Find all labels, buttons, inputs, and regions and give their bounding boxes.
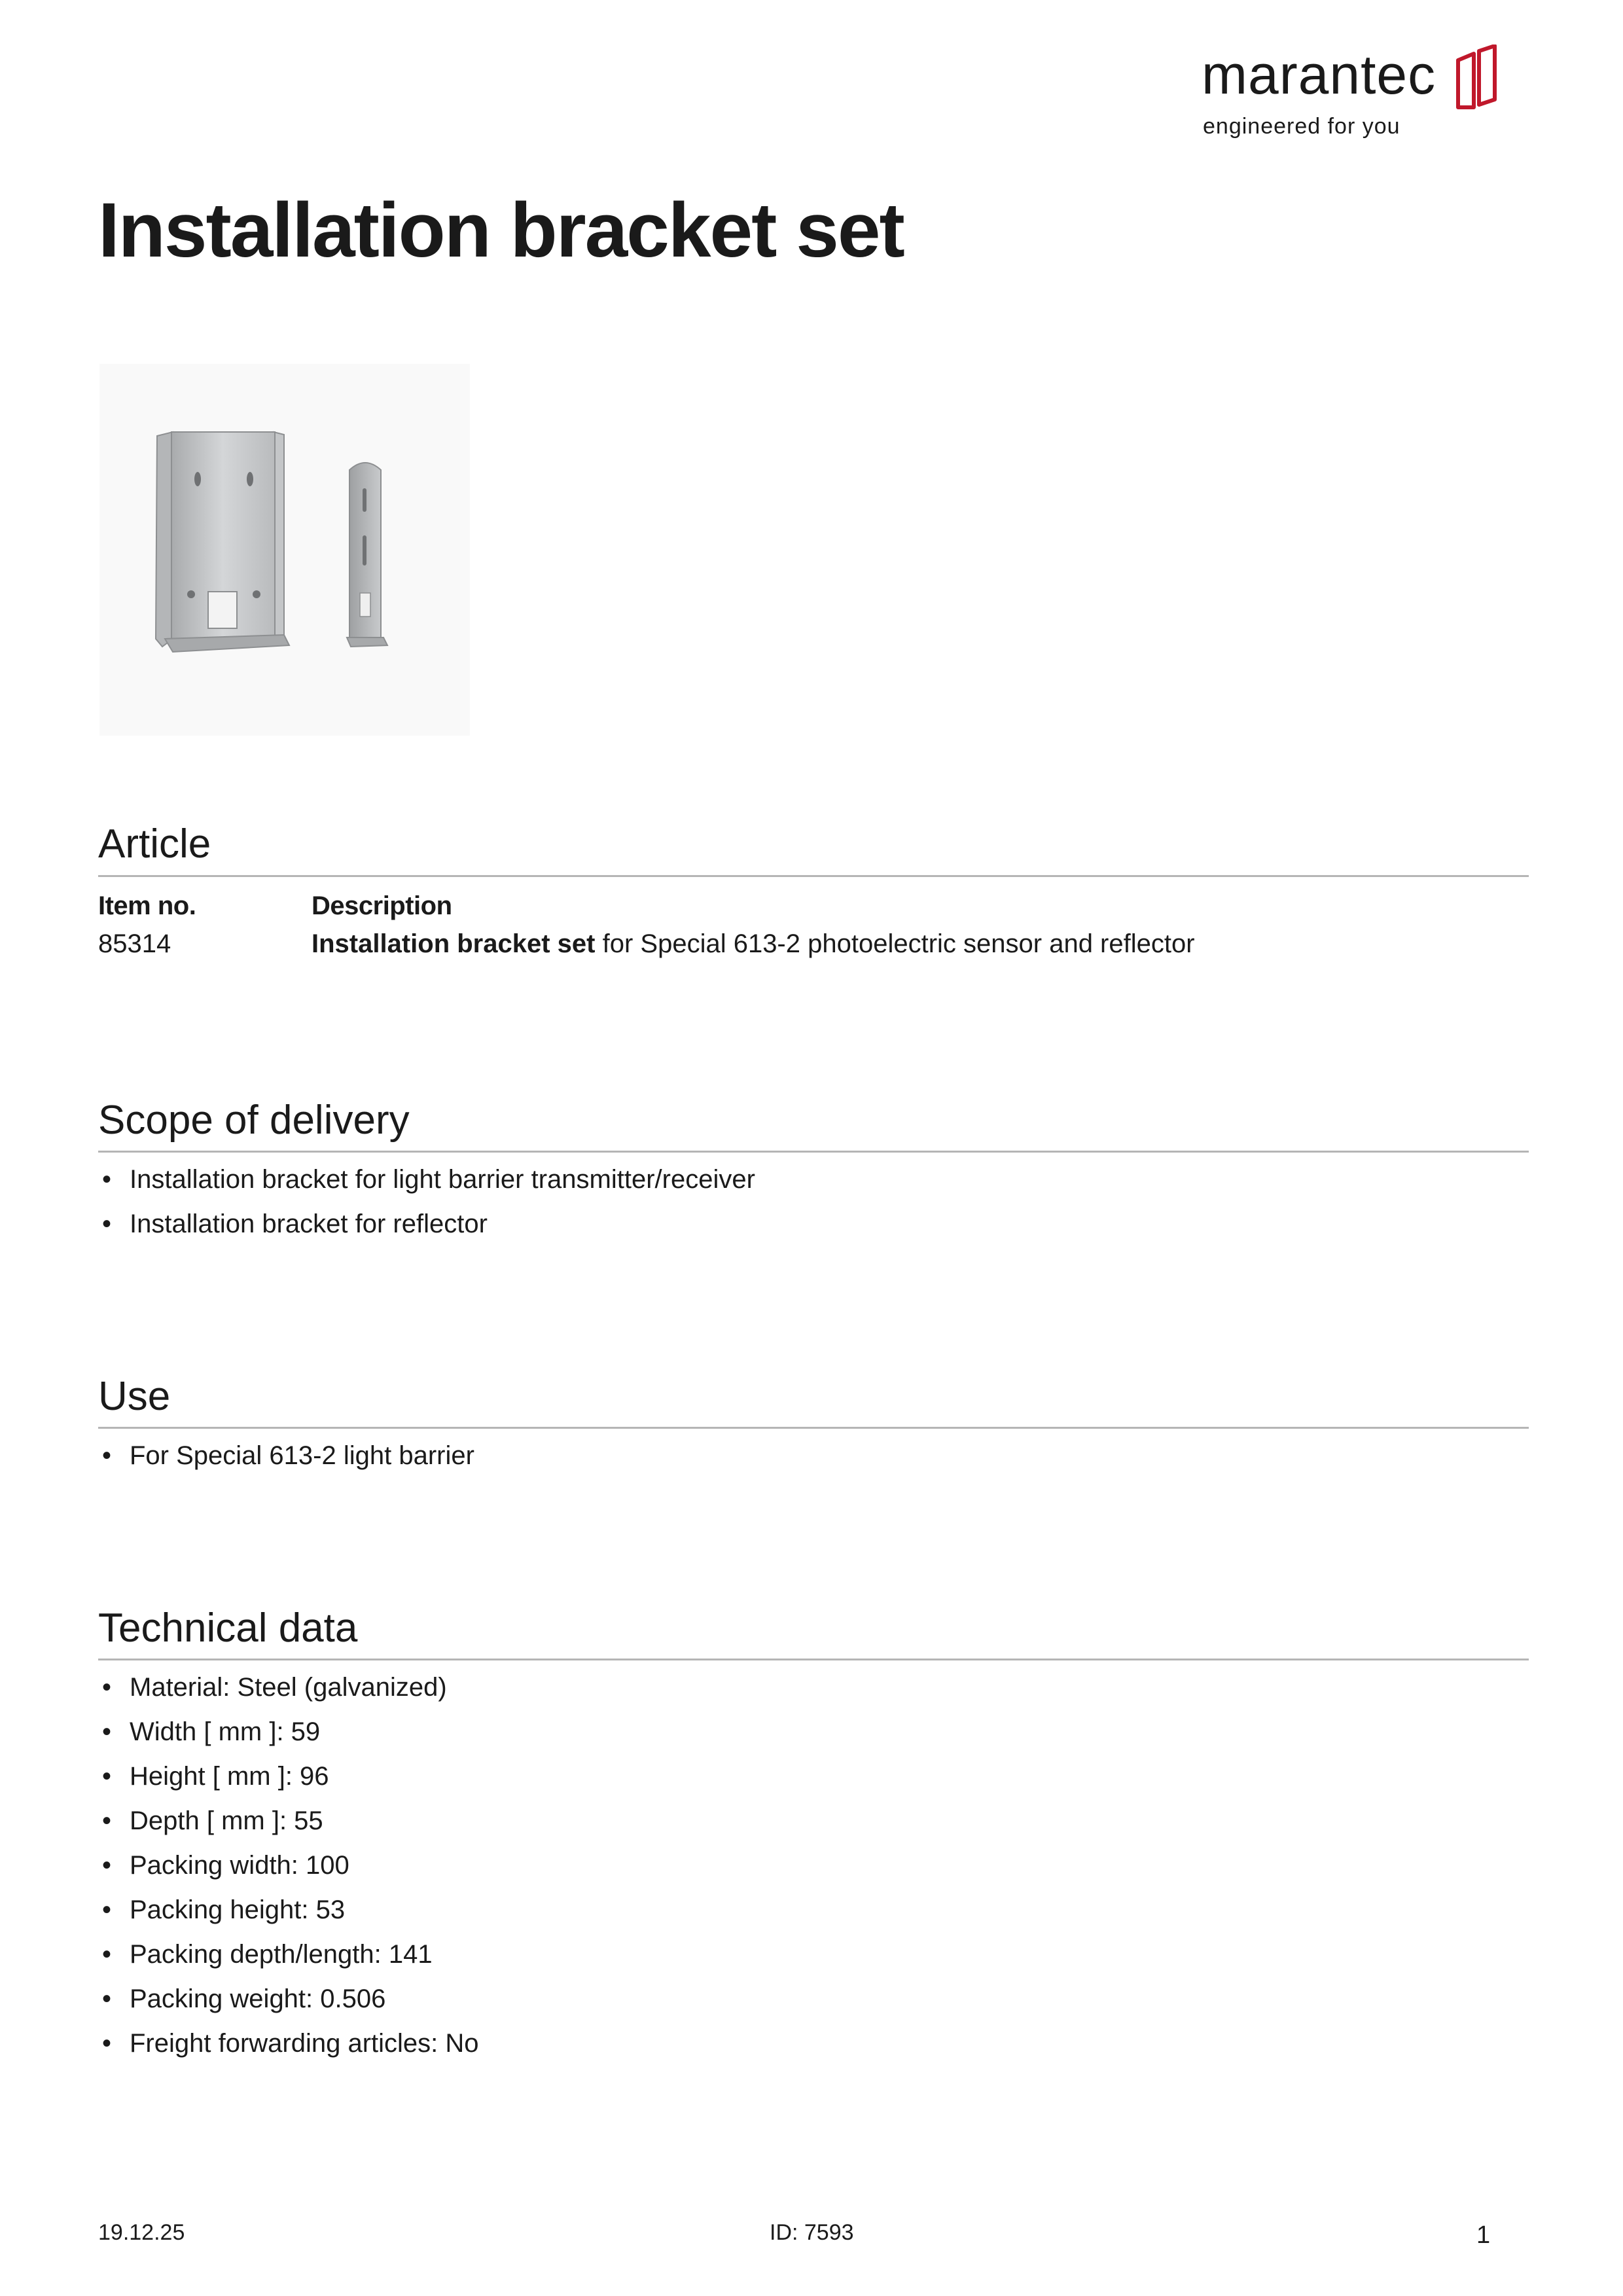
scope-divider (98, 1151, 1529, 1153)
technical-heading: Technical data (98, 1605, 358, 1651)
use-heading: Use (98, 1374, 171, 1419)
description-bold: Installation bracket set (312, 929, 596, 958)
footer-id: ID: 7593 (770, 2220, 854, 2245)
list-item: • Installation bracket for light barrier transmitter/receiver (102, 1165, 755, 1194)
list-item: • Width [ mm ]: 59 (102, 1717, 321, 1746)
scope-heading: Scope of delivery (98, 1098, 410, 1143)
list-item: • Material: Steel (galvanized) (102, 1673, 447, 1702)
article-heading: Article (98, 821, 211, 867)
list-item: • Depth [ mm ]: 55 (102, 1806, 323, 1835)
technical-list (98, 1665, 479, 2066)
list-item: • Freight forwarding articles: No (102, 2029, 479, 2058)
description-value (312, 927, 1195, 961)
list-item: • Packing weight: 0.506 (102, 1984, 386, 2013)
list-item: • Height [ mm ]: 96 (102, 1762, 329, 1791)
use-divider (98, 1427, 1529, 1429)
item-no-value: 85314 (98, 929, 171, 958)
page-number: 1 (1476, 2221, 1491, 2249)
bracket-illustration-icon (99, 364, 470, 736)
brand-name: marantec (1202, 44, 1436, 105)
marantec-logo-mark-icon (1454, 45, 1499, 113)
use-list (98, 1433, 474, 1478)
list-item: • For Special 613-2 light barrier (102, 1441, 474, 1470)
list-item: • Packing height: 53 (102, 1895, 346, 1924)
scope-list (98, 1157, 755, 1246)
list-item: • Packing depth/length: 141 (102, 1940, 433, 1969)
footer-date: 19.12.25 (98, 2220, 185, 2245)
article-divider (98, 875, 1529, 877)
brand-logo (1202, 43, 1503, 148)
list-item: • Installation bracket for reflector (102, 1210, 488, 1238)
item-no-header: Item no. (98, 891, 196, 920)
list-item: • Packing width: 100 (102, 1851, 349, 1880)
description-header: Description (312, 891, 452, 920)
page-title: Installation bracket set (98, 187, 904, 274)
product-image (99, 364, 470, 736)
description-rest: for Special 613-2 photoelectric sensor and reflector (595, 929, 1195, 958)
brand-tagline: engineered for you (1203, 114, 1400, 139)
technical-divider (98, 1659, 1529, 1660)
